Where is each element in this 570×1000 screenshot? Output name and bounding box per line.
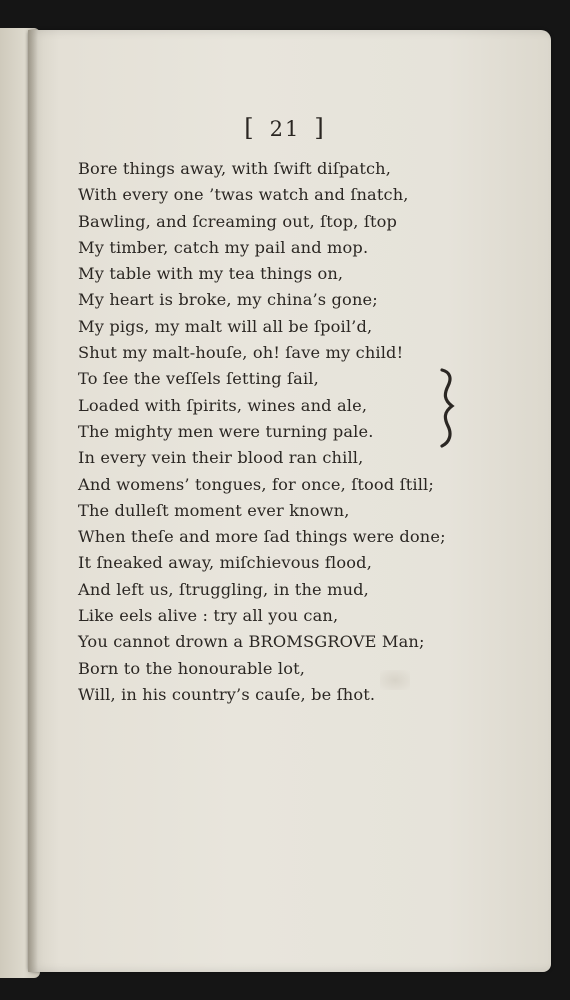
poem-line: It ſneaked away, miſchievous flood, [78,553,372,573]
poem-line: In every vein their blood ran chill, [78,448,364,468]
poem-line: Born to the honourable lot, [78,658,306,678]
poem-line: To ſee the veſſels ſetting ſail, [78,369,319,389]
poem-line: My heart is broke, my china’s gone; [78,290,378,310]
poem-line: And left us, ſtruggling, in the mud, [78,579,369,599]
poem-line: When theſe and more ſad things were done; [78,527,446,547]
poem-line: And womens’ tongues, for once, ſtood ſtill; [78,474,434,494]
poem-line: My table with my tea things on, [78,264,344,284]
poem-line: The dulleſt moment ever known, [78,500,350,520]
poem-line: Shut my malt-houſe, oh! ſave my child! [78,343,404,363]
poem-line: Like eels alive : try all you can, [78,606,339,626]
poem-line: Bawling, and ſcreaming out, ſtop, ſtop [78,211,398,231]
curly-brace-ornament [432,368,462,448]
folio-bracket-right: ] [314,114,326,142]
poem-line: My pigs, my malt will all be ſpoil’d, [78,316,373,336]
poem-line: The mighty men were turning pale. [78,421,374,441]
poem-line: My timber, catch my pail and mop. [78,237,369,257]
gutter-shadow [28,30,38,972]
poem-line: You cannot drown a BROMSGROVE Man; [78,632,425,652]
poem-line: With every one ’twas watch and ſnatch, [78,185,409,205]
folio-bracket-left: [ [244,114,256,142]
folio-number: 21 [269,117,301,141]
poem-line: Loaded with ſpirits, wines and ale, [78,395,368,415]
poem-line: Bore things away, with ſwift diſpatch, [78,159,392,178]
paper-stain [380,670,410,690]
poem-line: Will, in his country’s cauſe, be ſhot. [78,684,376,704]
page-number [0,114,570,142]
